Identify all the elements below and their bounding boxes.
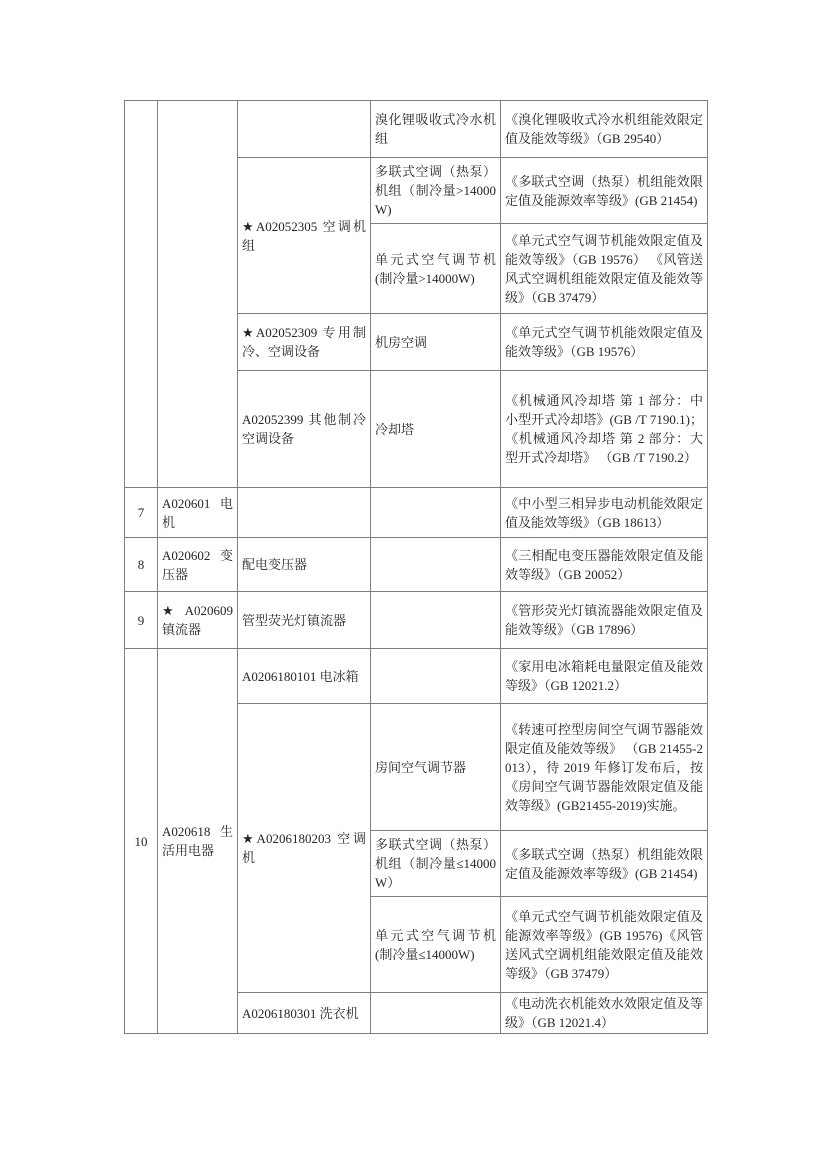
cell-no-empty: [125, 101, 158, 488]
cell-standard: 《多联式空调（热泵）机组能效限定值及能源效率等级》(GB 21454): [501, 158, 708, 224]
cell-product: 冷却塔: [371, 371, 501, 488]
cell-product-empty: [371, 649, 501, 704]
cell-standard: 《多联式空调（热泵）机组能效限定值及能源效率等级》(GB 21454): [501, 831, 708, 897]
cell-product: 单元式空气调节机(制冷量>14000W): [371, 224, 501, 314]
cell-category: A020618 生活用电器: [158, 649, 238, 1034]
standards-table: [124, 100, 708, 1034]
cell-subcategory: 管型荧光灯镇流器: [238, 592, 371, 649]
cell-standard: 《单元式空气调节机能效限定值及能效等级》（GB 19576） 《风管送风式空调机组能效限定值及能效等级》（GB 37479）: [501, 224, 708, 314]
cell-standard: 《电动洗衣机能效水效限定值及等级》（GB 12021.4）: [501, 993, 708, 1034]
cell-no: 7: [125, 488, 158, 538]
cell-product: 多联式空调（热泵）机组（制冷量>14000W): [371, 158, 501, 224]
cell-subcategory: ★A0206180203 空调机: [238, 704, 371, 993]
cell-standard: 《转速可控型房间空气调节器能效限定值及能效等级》 （GB 21455-2013），待 2019 年修订发布后，按《房间空气调节器能效限定值及能效等级》(GB21455-2019)实施。: [501, 704, 708, 831]
cell-standard: 《三相配电变压器能效限定值及能效等级》（GB 20052）: [501, 538, 708, 592]
cell-product: 溴化锂吸收式冷水机组: [371, 101, 501, 158]
table-row: [125, 101, 708, 158]
cell-subcategory: A0206180101 电冰箱: [238, 649, 371, 704]
cell-subcategory: 配电变压器: [238, 538, 371, 592]
cell-standard: 《管形荧光灯镇流器能效限定值及能效等级》（GB 17896）: [501, 592, 708, 649]
cell-product-empty: [371, 993, 501, 1034]
cell-subcategory-empty: [238, 488, 371, 538]
cell-product: 多联式空调（热泵）机组（制冷量≤14000W）: [371, 831, 501, 897]
cell-category: A020601 电机: [158, 488, 238, 538]
table-row: [125, 649, 708, 704]
cell-category: A020602 变压器: [158, 538, 238, 592]
cell-standard: 《单元式空气调节机能效限定值及能源效率等级》(GB 19576)《风管送风式空调机组能效限定值及能效等级》（GB 37479）: [501, 897, 708, 993]
cell-standard: 《机械通风冷却塔 第 1 部分：中小型开式冷却塔》(GB /T 7190.1)；《机械通风冷却塔 第 2 部分：大型开式冷却塔》 （GB /T 7190.2）: [501, 371, 708, 488]
cell-subcategory: ★A02052305 空调机组: [238, 158, 371, 314]
table-row: [125, 538, 708, 592]
cell-category-empty: [158, 101, 238, 488]
cell-product-empty: [371, 538, 501, 592]
cell-subcategory-empty: [238, 101, 371, 158]
cell-standard: 《单元式空气调节机能效限定值及能效等级》（GB 19576）: [501, 314, 708, 371]
cell-product: 单元式空气调节机(制冷量≤14000W): [371, 897, 501, 993]
cell-no: 9: [125, 592, 158, 649]
cell-no: 10: [125, 649, 158, 1034]
cell-product-empty: [371, 488, 501, 538]
cell-standard: 《家用电冰箱耗电量限定值及能效等级》（GB 12021.2）: [501, 649, 708, 704]
table-row: [125, 488, 708, 538]
cell-product: 房间空气调节器: [371, 704, 501, 831]
cell-standard: 《溴化锂吸收式冷水机组能效限定值及能效等级》（GB 29540）: [501, 101, 708, 158]
table-row: [125, 592, 708, 649]
cell-subcategory: ★A02052309 专用制冷、空调设备: [238, 314, 371, 371]
cell-standard: 《中小型三相异步电动机能效限定值及能效等级》（GB 18613）: [501, 488, 708, 538]
cell-product-empty: [371, 592, 501, 649]
cell-subcategory: A0206180301 洗衣机: [238, 993, 371, 1034]
cell-subcategory: A02052399 其他制冷空调设备: [238, 371, 371, 488]
cell-category: ★A020609 镇流器: [158, 592, 238, 649]
cell-no: 8: [125, 538, 158, 592]
cell-product: 机房空调: [371, 314, 501, 371]
